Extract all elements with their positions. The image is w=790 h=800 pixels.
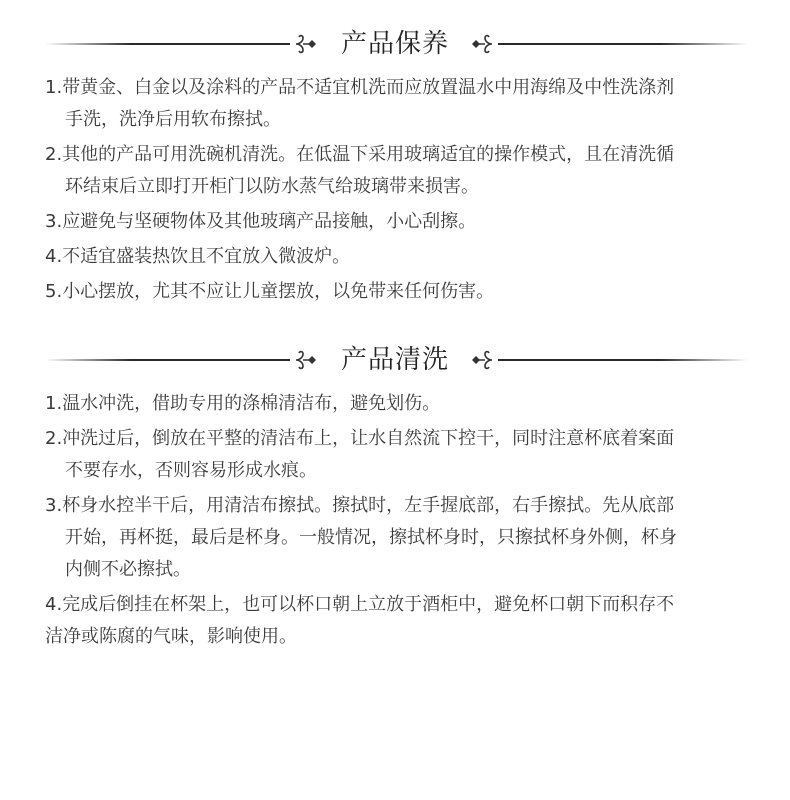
list-item: 3.杯身水控半干后，用清洁布擦拭。擦拭时，左手握底部，右手擦拭。先从底部 开始，再杯挺，最后是杯身。一般情况，擦拭杯身时，只擦拭杯身外侧，杯身 内侧不必擦拭。	[45, 495, 677, 580]
cleaning-title: 产品清洗	[340, 345, 449, 375]
scroll-ornament-right-icon	[472, 32, 494, 56]
list-item: 5.小心摆放，尤其不应让儿童摆放，以免带来任何伤害。	[45, 281, 495, 302]
list-item: 1.温水冲洗，借助专用的涤棉清洁布，避免划伤。	[45, 393, 441, 414]
care-title: 产品保养	[340, 29, 449, 59]
list-item: 2.其他的产品可用洗碗机清洗。在低温下采用玻璃适宜的操作模式，且在清洗循 环结束后立即打开柜门以防水蒸气给玻璃带来损害。	[45, 144, 675, 197]
cleaning-section	[0, 340, 790, 656]
scroll-ornament-left-icon	[294, 32, 316, 56]
care-section	[0, 24, 790, 311]
list-item: 1.带黄金、白金以及涂料的产品不适宜机洗而应放置温水中用海绵及中性洗涤剂 手洗，洗净后用软布擦拭。	[45, 77, 675, 130]
scroll-ornament-right-icon	[472, 348, 494, 372]
divider-line-left	[45, 359, 290, 361]
cleaning-list	[0, 388, 790, 653]
divider-line-right	[498, 43, 748, 45]
cleaning-heading	[0, 340, 790, 380]
care-list	[0, 72, 790, 308]
divider-line-left	[45, 43, 290, 45]
list-item: 2.冲洗过后，倒放在平整的清洁布上，让水自然流下控干，同时注意杯底着案面 不要存水，否则容易形成水痕。	[45, 428, 675, 481]
list-item: 3.应避免与坚硬物体及其他玻璃产品接触，小心刮擦。	[45, 211, 477, 232]
scroll-ornament-left-icon	[294, 348, 316, 372]
list-item: 4.不适宜盛装热饮且不宜放入微波炉。	[45, 246, 351, 267]
divider-line-right	[498, 359, 748, 361]
care-heading	[0, 24, 790, 64]
list-item: 4.完成后倒挂在杯架上，也可以杯口朝上立放于酒柜中，避免杯口朝下而积存不 洁净或陈腐的气味，影响使用。	[45, 594, 675, 647]
